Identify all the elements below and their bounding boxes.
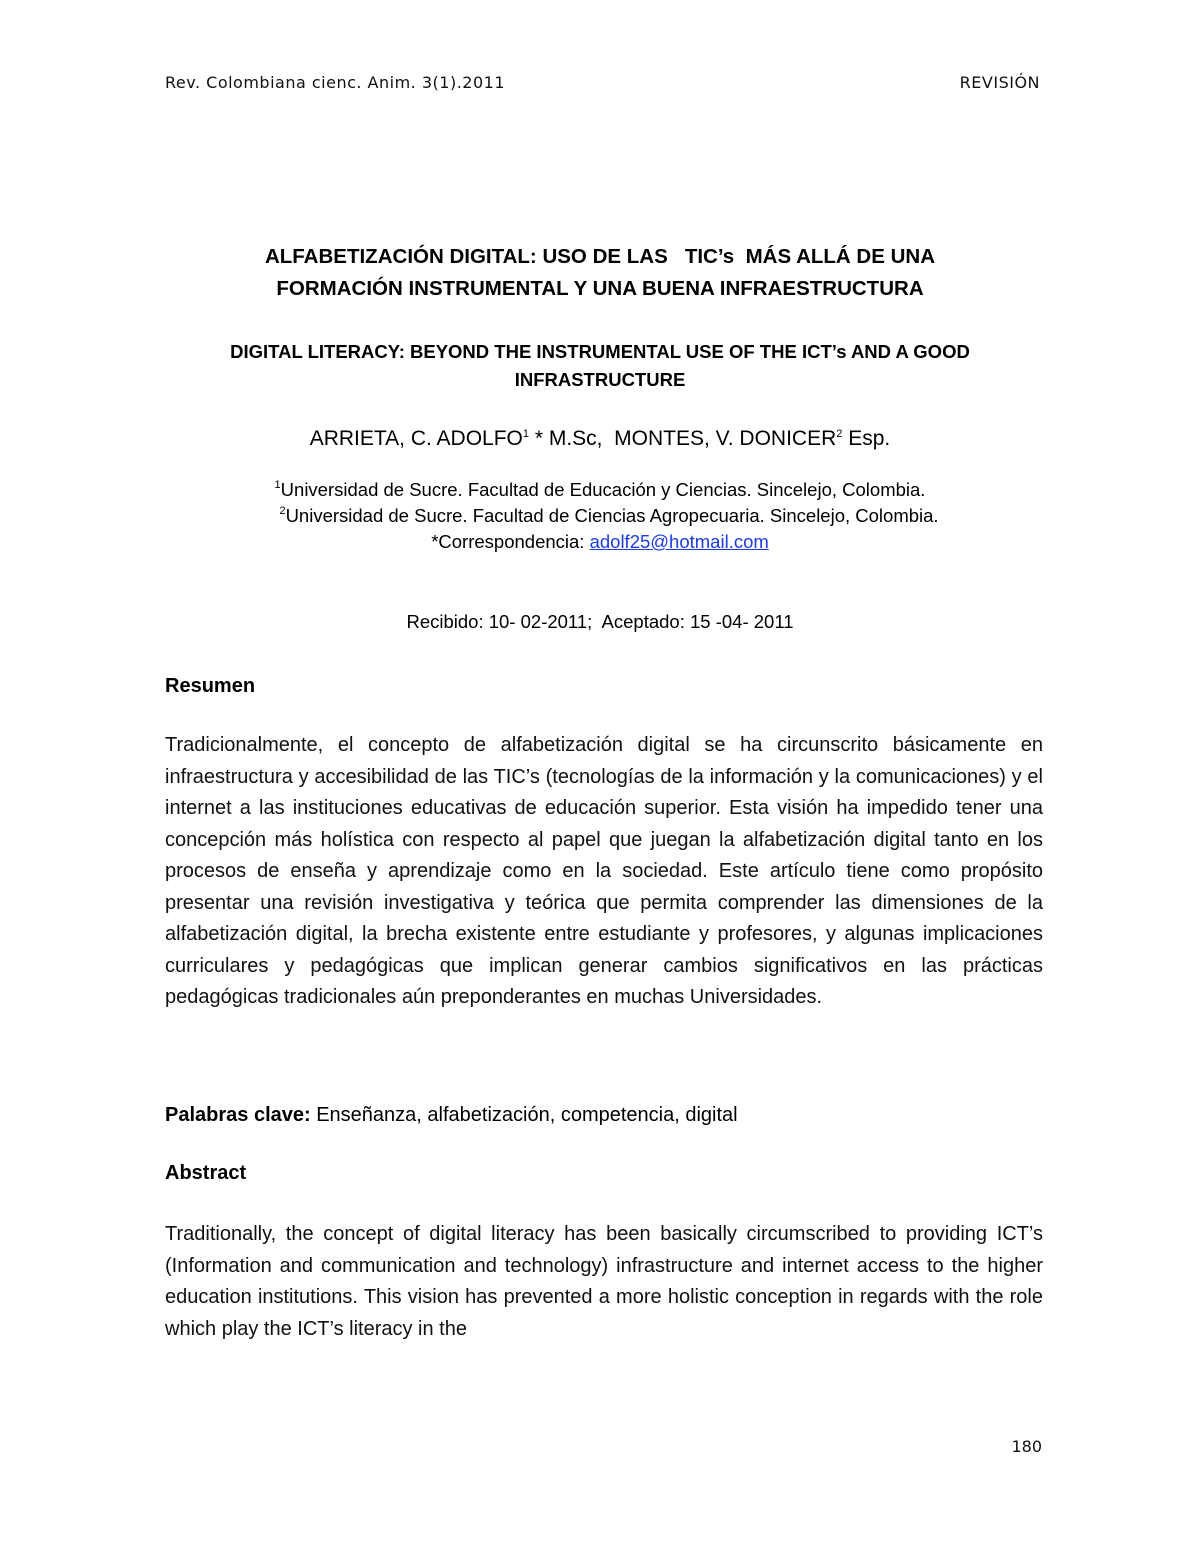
- author-2-affiliation-mark: 2: [836, 428, 843, 440]
- title-spanish-line-1: ALFABETIZACIÓN DIGITAL: USO DE LAS TIC’s MÁS ALLÁ DE UNA: [264, 245, 936, 268]
- author-1-name: ARRIETA, C. ADOLFO: [309, 427, 523, 450]
- received-accepted-dates: Recibido: 10- 02-2011; Aceptado: 15 -04- 2011: [406, 611, 794, 632]
- resumen-heading: Resumen: [165, 675, 256, 697]
- abstract-text: Traditionally, the concept of digital literacy has been basically circumscribed to providing ICT’s (Information and communication and technology) infrastructure and internet access to the higher education institutions. This vision has prevented a more holistic conception in regards with the role which play the ICT’s literacy in the: [165, 1223, 1043, 1340]
- affiliation-1-text: Universidad de Sucre. Facultad de Educación y Ciencias. Sincelejo, Colombia.: [280, 479, 926, 500]
- author-line: [150, 425, 1050, 453]
- page-number: 180: [1011, 1437, 1042, 1456]
- title-spanish: [150, 241, 1050, 305]
- author-2-degree: Esp.: [842, 427, 891, 450]
- author-1-affiliation-mark: 1: [522, 428, 529, 440]
- correspondence-label: *Correspondencia:: [431, 531, 590, 552]
- affiliations: [150, 477, 1050, 555]
- keywords-text: Enseñanza, alfabetización, competencia, digital: [310, 1104, 738, 1126]
- affiliation-2: [150, 503, 1050, 529]
- title-english: [150, 338, 1050, 394]
- abstract-heading: Abstract: [165, 1162, 247, 1184]
- correspondence-email-link[interactable]: adolf25@hotmail.com: [589, 531, 769, 552]
- title-spanish-line-2: FORMACIÓN INSTRUMENTAL Y UNA BUENA INFRAESTRUCTURA: [276, 277, 924, 300]
- running-header-journal: Rev. Colombiana cienc. Anim. 3(1).2011: [165, 73, 505, 92]
- keywords: [165, 1101, 738, 1129]
- affiliation-2-mark: 2: [279, 505, 286, 517]
- correspondence: [150, 529, 1050, 555]
- affiliation-2-text: Universidad de Sucre. Facultad de Ciencias Agropecuaria. Sincelejo, Colombia.: [285, 505, 939, 526]
- title-english-line-1: DIGITAL LITERACY: BEYOND THE INSTRUMENTAL USE OF THE ICT’s AND A GOOD: [230, 341, 970, 362]
- running-header-section: REVISIÓN: [959, 73, 1040, 92]
- author-2-name: * M.Sc, MONTES, V. DONICER: [529, 427, 837, 450]
- affiliation-1: [150, 477, 1050, 503]
- resumen-text: Tradicionalmente, el concepto de alfabetización digital se ha circunscrito básicamente en infraestructura y accesibilidad de las TIC’s (tecnologías de la información y la comunicaciones) y el internet a las instituciones educativas de educación superior. Esta visión ha impedido tener una concepción más holística con respecto al papel que juegan la alfabetización digital tanto en los procesos de enseña y aprendizaje como en la sociedad. Este artículo tiene como propósito presentar una revisión investigativa y teórica que permita comprender las dimensiones de la alfabetización digital, la brecha existente entre estudiante y profesores, y algunas implicaciones curriculares y pedagógicas que implican generar cambios significativos en las prácticas pedagógicas tradicionales aún preponderantes en muchas Universidades.: [165, 734, 1043, 1008]
- affiliation-1-mark: 1: [274, 479, 281, 491]
- title-english-line-2: INFRASTRUCTURE: [514, 369, 686, 390]
- keywords-label: Palabras clave:: [165, 1104, 311, 1126]
